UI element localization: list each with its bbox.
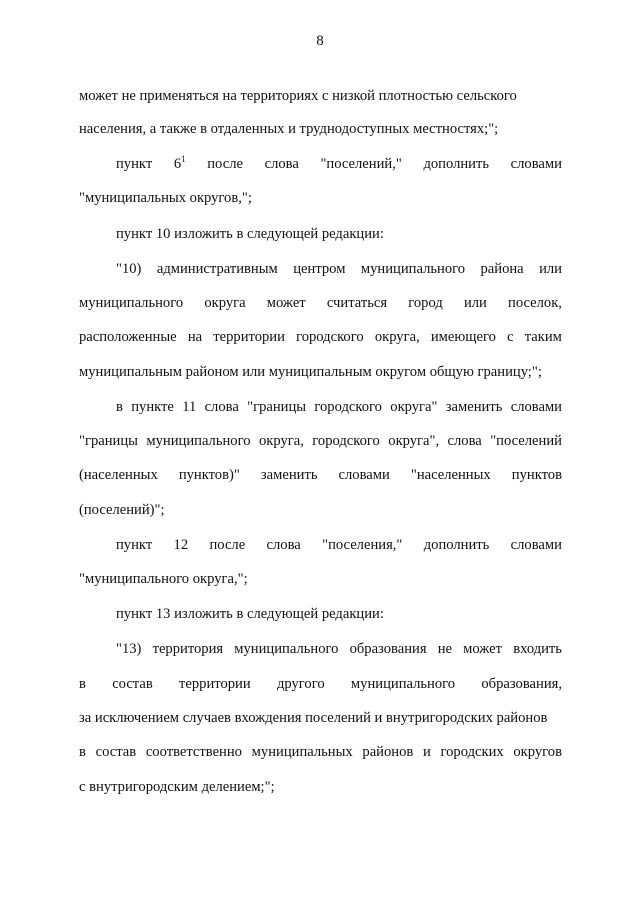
word: округа, bbox=[258, 433, 304, 449]
text-line: пункт 10 изложить в следующей редакции: bbox=[116, 226, 384, 242]
word: "поселений bbox=[490, 433, 562, 449]
word: заменить bbox=[445, 399, 503, 415]
word: территории bbox=[213, 329, 285, 345]
word: образования bbox=[349, 641, 427, 657]
text-line bbox=[116, 155, 562, 173]
text-line: за исключением случаев вхождения поселений и внутригородских районов bbox=[79, 710, 548, 726]
word: "13) bbox=[116, 641, 142, 657]
word: "поселений," bbox=[320, 156, 402, 172]
text-line: с внутригородским делением;"; bbox=[79, 779, 275, 795]
text-line: "муниципальных округов,"; bbox=[79, 190, 252, 206]
text-line bbox=[79, 432, 562, 450]
word: после bbox=[209, 537, 246, 553]
text-line: (поселений)"; bbox=[79, 502, 165, 518]
word: "10) bbox=[116, 261, 142, 277]
word: имеющего bbox=[430, 329, 496, 345]
word: город bbox=[408, 295, 443, 311]
word: в bbox=[116, 399, 123, 415]
word: городского bbox=[296, 329, 364, 345]
word: муниципального bbox=[79, 295, 184, 311]
word: дополнить bbox=[423, 537, 490, 553]
word: заменить bbox=[260, 467, 318, 483]
word: на bbox=[187, 329, 203, 345]
word: словами bbox=[510, 156, 562, 172]
word: округа bbox=[204, 295, 246, 311]
word: соответственно bbox=[145, 744, 242, 760]
word: муниципального bbox=[350, 676, 456, 692]
text-line: пункт 13 изложить в следующей редакции: bbox=[116, 606, 384, 622]
word: муниципальных bbox=[251, 744, 353, 760]
word: городского bbox=[312, 433, 380, 449]
word: словами bbox=[510, 537, 562, 553]
word: пункт bbox=[116, 537, 153, 553]
text-line bbox=[79, 294, 562, 312]
word: другого bbox=[276, 676, 325, 692]
word: состав bbox=[95, 744, 137, 760]
word: муниципального bbox=[360, 261, 466, 277]
word: "границы bbox=[247, 399, 307, 415]
word: округа" bbox=[390, 399, 438, 415]
word: или bbox=[463, 295, 487, 311]
word: состав bbox=[112, 676, 153, 692]
word: $6^1$ bbox=[173, 154, 186, 172]
word: городского bbox=[314, 399, 382, 415]
text-line bbox=[116, 398, 562, 416]
word: "населенных bbox=[410, 467, 491, 483]
word: не bbox=[437, 641, 452, 657]
word: административным bbox=[156, 261, 278, 277]
text-line bbox=[79, 675, 562, 693]
word: после bbox=[207, 156, 243, 172]
word: образования, bbox=[481, 676, 562, 692]
word: округа, bbox=[374, 329, 420, 345]
text-line bbox=[116, 640, 562, 658]
word: поселок, bbox=[508, 295, 562, 311]
text-line: населения, а также в отдаленных и труднодоступных местностях;"; bbox=[79, 121, 499, 137]
word: муниципального bbox=[146, 433, 251, 449]
text-line bbox=[79, 466, 562, 484]
word: слова bbox=[266, 537, 301, 553]
word: расположенные bbox=[79, 329, 177, 345]
text-line: "муниципального округа,"; bbox=[79, 571, 248, 587]
word: дополнить bbox=[423, 156, 490, 172]
word: с bbox=[507, 329, 514, 345]
text-line bbox=[116, 536, 562, 554]
word: "поселения," bbox=[322, 537, 403, 553]
word: в bbox=[79, 676, 86, 692]
word: таким bbox=[524, 329, 562, 345]
word: или bbox=[539, 261, 562, 277]
text-line bbox=[79, 328, 562, 346]
superscript: 1 bbox=[181, 154, 186, 164]
word: входить bbox=[513, 641, 562, 657]
text-line: муниципальным районом или муниципальным округом общую границу;"; bbox=[79, 364, 542, 380]
word: словами bbox=[338, 467, 390, 483]
word: "границы bbox=[79, 433, 138, 449]
word: может bbox=[266, 295, 306, 311]
word: пунктов bbox=[511, 467, 562, 483]
word: округа", bbox=[388, 433, 440, 449]
word: районов bbox=[362, 744, 414, 760]
word: округов bbox=[513, 744, 562, 760]
text-line bbox=[79, 743, 562, 761]
text-line bbox=[116, 260, 562, 278]
text-line: может не применяться на территориях с низкой плотностью сельского bbox=[79, 88, 517, 104]
word: района bbox=[480, 261, 524, 277]
word: пункте bbox=[131, 399, 174, 415]
word: территория bbox=[152, 641, 224, 657]
word: (населенных bbox=[79, 467, 158, 483]
word: в bbox=[79, 744, 86, 760]
word: может bbox=[463, 641, 503, 657]
word: территории bbox=[179, 676, 251, 692]
word: считаться bbox=[326, 295, 388, 311]
word: пункт bbox=[116, 156, 153, 172]
word: слова bbox=[447, 433, 482, 449]
word: центром bbox=[293, 261, 346, 277]
word: и bbox=[422, 744, 431, 760]
word: 11 bbox=[182, 399, 197, 415]
word: слова bbox=[204, 399, 239, 415]
word: пунктов)" bbox=[178, 467, 240, 483]
page-number: 8 bbox=[316, 33, 324, 49]
word: 12 bbox=[173, 537, 189, 553]
word: словами bbox=[510, 399, 562, 415]
word: городских bbox=[440, 744, 504, 760]
word: слова bbox=[264, 156, 299, 172]
word: муниципального bbox=[234, 641, 339, 657]
